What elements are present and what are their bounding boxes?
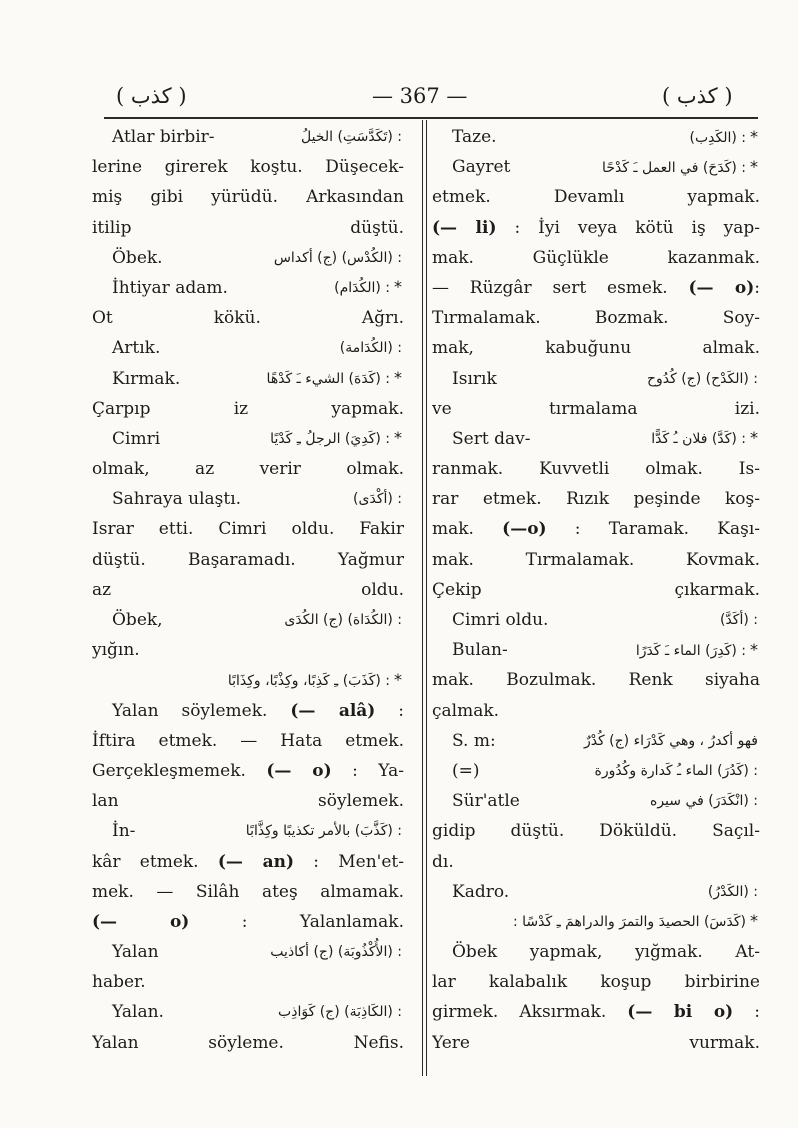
arabic-headword: : (تَكَدَّسَتِ) الخيلُ [300,129,402,145]
arabic-headword: *: (الكَدِب) [689,126,758,146]
entry-line [432,545,760,575]
entry-line [432,424,760,454]
header-right-root: ( كذب ) [662,84,733,108]
turkish-text: İftira etmek. — Hata etmek. [92,730,404,751]
turkish-text: İhtiyar adam. [112,277,228,298]
turkish-text: lerine girerek koştu. Düşecek- [92,157,404,178]
asterisk-marker: * [394,368,402,387]
turkish-text: (— li) : İyi veya kötü iş yap- [432,217,760,238]
entry-line [432,877,760,907]
header-rule [104,117,758,119]
entry-line [92,213,404,243]
entry-line [432,152,760,182]
entry-line [432,333,760,363]
arabic-headword: *: (كَدَحَ) في العمل ـَ كَدْحًا [602,156,758,176]
entry-line [92,484,404,514]
turkish-text: çalmak. [432,700,500,721]
arabic-headword: فهو أكدرُ ، وهي كَدْرَاء (ج) كُدْرٌ [583,732,758,749]
entry-line [92,605,404,635]
turkish-text: dı. [432,851,454,872]
entry-line [432,997,760,1027]
entry-line [432,575,760,605]
turkish-text: Kırmak. [112,368,181,389]
arabic-headword: : (الكَدْح) (ج) كُدُوح [646,370,758,387]
turkish-text: Tırmalamak. Bozmak. Soy- [432,308,760,329]
arabic-headword: *: (كَدِيَ) الرجلُ ـِ كَدْيًا [270,428,402,448]
entry-line [92,967,404,997]
entry-line [92,756,404,786]
right-column [432,122,760,1058]
turkish-text: Çarpıp iz yapmak. [92,398,404,419]
arabic-headword: : (أكَدَّ) [720,612,758,628]
turkish-text: lar kalabalık koşup birbirine [432,972,760,993]
entry-line [92,545,404,575]
entry-line [432,243,760,273]
asterisk-marker: * [750,428,758,448]
left-column [92,122,404,1058]
turkish-text: kâr etmek. (— an) : Men'et- [92,851,404,872]
entry-line [432,665,760,695]
turkish-text: mak. Bozulmak. Renk siyaha [432,670,760,691]
turkish-text: Sahraya ulaştı. [112,489,242,510]
entry-line [432,303,760,333]
entry-line [92,816,404,846]
entry-line [92,122,404,152]
arabic-headword: *: (كَدَّ) فلان ـُ كَدًّا [651,428,758,448]
turkish-text: Atlar birbir- [112,127,215,147]
entry-line [432,847,760,877]
turkish-text: mak. Güçlükle kazanmak. [432,247,760,268]
arabic-headword: : (أكْدَى) [353,491,402,508]
turkish-text: Cimri oldu. [452,610,549,630]
entry-line [92,1028,404,1058]
entry-line [92,847,404,877]
turkish-text: Gerçekleşmemek. (— o) : Ya- [92,760,404,781]
turkish-text: rar etmek. Rızık peşinde koş- [432,489,760,510]
turkish-text: Gayret [452,157,511,178]
arabic-headword: *: (كَدَهَ) الشيء ـَ كَدْهًا [266,368,402,387]
entry-line [432,394,760,424]
entry-line [92,454,404,484]
asterisk-marker: * [750,126,758,146]
turkish-text: düştü. Başaramadı. Yağmur [92,549,404,570]
entry-line [92,877,404,907]
turkish-text: Israr etti. Cimri oldu. Fakir [92,519,404,540]
entry-line [432,635,760,665]
turkish-text: Artık. [112,338,161,359]
turkish-text: mak. Tırmalamak. Kovmak. [432,549,760,570]
entry-line [432,756,760,786]
entry-line [92,273,404,303]
entry-line [92,394,404,424]
arabic-headword: *: (الكُدَام) [334,277,402,297]
turkish-text: mak. (—o) : Taramak. Kaşı- [432,519,760,540]
entry-line [432,213,760,243]
arabic-headword: : (الأُكْذُوبَة) (ج) أكاذيب [270,944,402,961]
turkish-text: Öbek. [112,247,163,268]
turkish-text: Taze. [452,127,497,147]
turkish-text: Öbek yapmak, yığmak. At- [452,942,760,963]
entry-line [92,665,404,695]
entry-line [432,967,760,997]
entry-line [432,726,760,756]
entry-line [92,424,404,454]
arabic-headword: : (الكَاذِبَة) (ج) كَوَاذِب [278,1004,402,1021]
asterisk-marker: * [750,156,758,176]
entry-line [92,182,404,212]
turkish-text: (=) [452,760,480,781]
turkish-text: Cimri [112,428,161,449]
entry-line [92,575,404,605]
entry-line [92,243,404,273]
arabic-headword: : (انْكَدَرَ) في سيره [650,793,758,810]
turkish-text: girmek. Aksırmak. (— bi o) : [432,1002,760,1023]
turkish-text: Çekip çıkarmak. [432,579,760,600]
arabic-headword: *: (كَدِرَ) الماء ـَ كَدَرًا [635,639,758,659]
entry-line [92,514,404,544]
entry-line [92,333,404,363]
turkish-text: itilip düştü. [92,217,404,238]
turkish-text: Öbek, [112,610,163,630]
entry-line [92,635,404,665]
entry-line [92,726,404,756]
turkish-text: Yalan söyleme. Nefis. [92,1032,404,1053]
header-left-root: ( كذب ) [116,84,187,108]
arabic-headword: : (الكَدْرُ) [707,883,758,900]
turkish-text: gidip düştü. Döküldü. Saçıl- [432,821,760,842]
entry-line [92,907,404,937]
turkish-text: (— o) : Yalanlamak. [92,911,404,932]
asterisk-marker: * [394,428,402,448]
turkish-text: Yalan söylemek. (— alâ) : [112,700,404,721]
turkish-text: etmek. Devamlı yapmak. [432,187,760,208]
arabic-headword: : (كَدُرَ) الماء ـُ كَدارة وكُدُورة [594,762,758,779]
entry-line [432,816,760,846]
turkish-text: Kadro. [452,881,510,902]
turkish-text: İn- [112,821,136,842]
entry-line [432,364,760,394]
entry-line [432,605,760,635]
turkish-text: Isırık [452,368,497,389]
turkish-text: ranmak. Kuvvetli olmak. Is- [432,459,760,480]
asterisk-marker: * [394,277,402,297]
column-divider-inner [426,120,427,1076]
entry-line [92,303,404,333]
entry-line [92,696,404,726]
entry-line [432,696,760,726]
turkish-text: Yalan [112,942,159,963]
turkish-text: mek. — Silâh ateş almamak. [92,881,404,902]
turkish-text: Yalan. [112,1002,164,1023]
turkish-text: mak, kabuğunu almak. [432,338,760,359]
turkish-text: ve tırmalama izi. [432,398,760,419]
entry-line [432,937,760,967]
turkish-text: Bulan- [452,640,508,661]
turkish-text: — Rüzgâr sert esmek. (— o): [432,277,760,298]
entry-line [432,514,760,544]
turkish-text: az oldu. [92,579,404,600]
entry-line [92,786,404,816]
arabic-headword: : (كَذَّبَ) بالأمر تكذيبًا وكِذَّابًا [245,823,402,840]
arabic-headword: *(كَدَسَ) الحصيدَ والتمرَ والدراهمَ ـِ كَدْسًا : [512,911,758,931]
entry-line [432,907,760,937]
turkish-text: miş gibi yürüdü. Arkasından [92,187,404,208]
turkish-text: olmak, az verir olmak. [92,459,404,480]
entry-line [432,182,760,212]
entry-line [92,364,404,394]
entry-line [432,1028,760,1058]
column-divider [422,120,423,1076]
asterisk-marker: * [750,639,758,659]
turkish-text: S. m: [452,730,496,751]
entry-line [92,152,404,182]
turkish-text: Sert dav- [452,428,531,449]
turkish-text: lan söylemek. [92,791,404,812]
entry-line [432,454,760,484]
entry-line [432,122,760,152]
entry-line [432,484,760,514]
arabic-headword: : (الكُدَامة) [339,340,402,357]
entry-line [432,273,760,303]
page-number: — 367 — [372,84,468,108]
turkish-text: haber. [92,972,146,993]
entry-line [92,937,404,967]
turkish-text: yığın. [92,640,140,661]
turkish-text: Yere vurmak. [432,1032,760,1053]
asterisk-marker: * [394,669,402,689]
arabic-headword: : (الكُدْس) (ج) أكداس [273,249,402,266]
asterisk-marker: * [750,911,758,931]
entry-line [432,786,760,816]
turkish-text: Sür'atle [452,791,520,812]
arabic-headword: : (الكُدَاة) (ج) الكُدَى [284,612,402,628]
arabic-headword: *: (كَذَبَ) ـِ كَذِبًا، وكِذْبًا، وكِذَابًا [227,669,402,689]
entry-line [92,997,404,1027]
turkish-text: Ot kökü. Ağrı. [92,308,404,329]
